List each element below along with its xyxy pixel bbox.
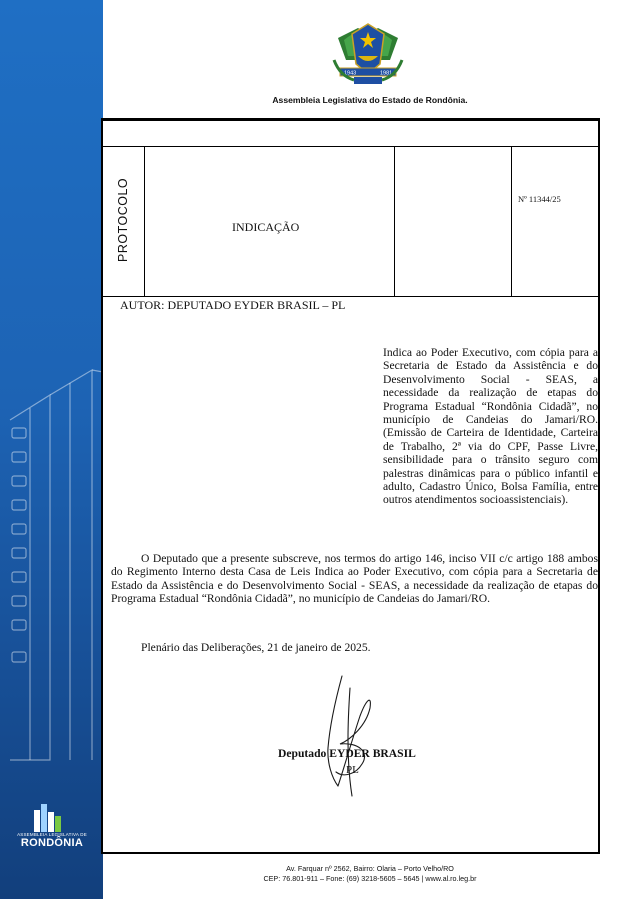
sidebar-banner [0,0,103,899]
building-illustration-icon [0,0,103,899]
table-divider [511,146,512,296]
ementa-paragraph: Indica ao Poder Executivo, com cópia para a Secretaria de Estado da Assistência e do Desenvolvimento Social - SEAS, a necessidade da realização de etapas do Programa Estadual “Rondônia Cidadã”, no município de Candeias do Jamari/RO. (Emissão de Carteira de Identidade, Carteira de Trabalho, 2ª via do CPF, Passe Livre, sensibilidade para o trânsito seguro com palestras dinâmicas para o público infantil e adulto, Cadastro Único, Bolsa Família, entre outros atendimentos socioassistenciais). [383,346,598,507]
emblem-year-left: 1943 [344,70,357,77]
sidebar-brand [6,798,98,849]
protocol-number: Nº 11344/25 [518,194,561,204]
protocol-label: PROTOCOLO [116,177,130,262]
footer-address [180,864,560,883]
body-paragraph: O Deputado que a presente subscreve, nos termos do artigo 146, inciso VII c/c artigo 188 ambos do Regimento Interno desta Casa de Leis Indica ao Poder Executivo, com cópia para a Secretaria de Estado da Assistência e do Desenvolvimento Social - SEAS, a necessidade da realização de etapas do Programa Estadual “Rondônia Cidadã”, no município de Candeias do Jamari/RO. [111,552,598,606]
sidebar-brand-small: ASSEMBLEIA LEGISLATIVA DE [17,832,87,837]
footer-line-2: CEP: 76.801-911 – Fone: (69) 3218-5605 – 5645 | www.al.ro.leg.br [263,873,477,883]
sidebar-brand-big: RONDÔNIA [20,837,84,849]
institution-name: Assembleia Legislativa do Estado de Rondônia. [272,95,468,105]
table-divider [144,146,145,296]
table-divider [102,296,599,297]
emblem-year-right: 1981 [380,70,393,77]
signatory-party: PL [346,764,359,776]
signatory-name: Deputado EYDER BRASIL [278,747,416,760]
date-line: Plenário das Deliberações, 21 de janeiro de 2025. [141,641,371,654]
handwritten-signature-icon [300,668,410,798]
document-type: INDICAÇÃO [232,220,300,234]
footer-line-1: Av. Farquar nº 2562, Bairro: Olaria – Porto Velho/RO [286,864,454,873]
author-line: AUTOR: DEPUTADO EYDER BRASIL – PL [120,298,346,312]
table-divider [102,146,599,147]
rondonia-coat-of-arms-icon [330,20,406,94]
table-divider [394,146,395,296]
